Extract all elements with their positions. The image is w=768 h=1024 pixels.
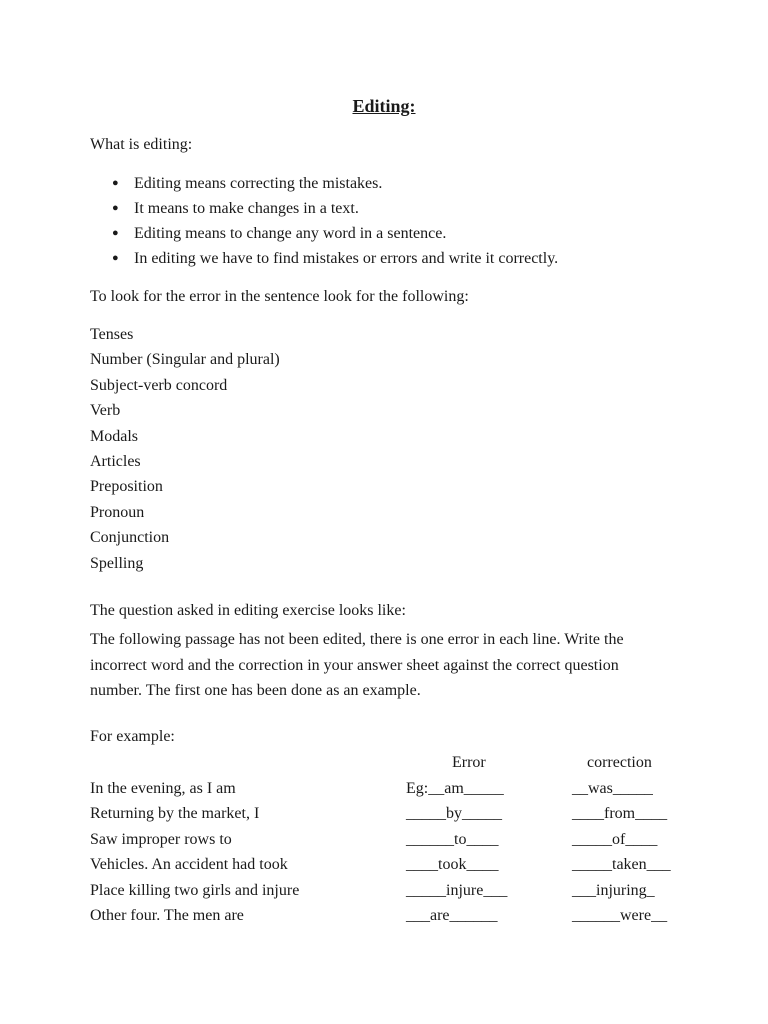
error-cell: ___are______ xyxy=(406,906,498,924)
correction-cell: _____of____ xyxy=(572,830,658,848)
topic-item: Articles xyxy=(90,452,141,470)
error-column-header: Error xyxy=(452,754,486,771)
bullet-icon xyxy=(90,224,134,245)
page-title: Editing: xyxy=(352,96,416,116)
correction-cell: ____from____ xyxy=(572,805,668,823)
list-item: ●It means to make changes in a text. xyxy=(90,199,558,224)
list-item: ●Editing means to change any word in a sentence. xyxy=(90,224,558,249)
question-paragraph xyxy=(90,627,690,704)
topic-item: Modals xyxy=(90,427,138,445)
paragraph-line: incorrect word and the correction in your answer sheet against the correct question xyxy=(90,656,619,674)
sentence-cell: Returning by the market, I xyxy=(90,805,260,823)
topic-item: Preposition xyxy=(90,478,163,496)
paragraph-line: number. The first one has been done as an example. xyxy=(90,682,421,699)
bullet-icon xyxy=(90,249,134,270)
topic-item: Spelling xyxy=(90,554,144,572)
topic-item: Pronoun xyxy=(90,503,145,521)
table-row xyxy=(90,881,710,906)
sentence-cell: Place killing two girls and injure xyxy=(90,881,300,899)
bullet-icon xyxy=(90,174,134,195)
list-item: ●Editing means correcting the mistakes. xyxy=(90,174,558,199)
paragraph-line: The following passage has not been edited, there is one error in each line. Write the xyxy=(90,631,624,648)
topic-item: Conjunction xyxy=(90,529,170,547)
error-cell: ____took____ xyxy=(406,856,499,874)
bullet-icon xyxy=(90,199,134,220)
topic-list xyxy=(90,325,280,579)
topic-item: Tenses xyxy=(90,326,134,343)
question-intro: The question asked in editing exercise looks like: xyxy=(90,602,406,619)
definition-list xyxy=(90,174,558,274)
correction-cell: ___injuring_ xyxy=(572,881,655,899)
sentence-cell: Saw improper rows to xyxy=(90,830,232,848)
look-for-text: To look for the error in the sentence look for the following: xyxy=(90,288,469,305)
error-cell: ______to____ xyxy=(406,830,499,848)
list-item: ●In editing we have to find mistakes or errors and write it correctly. xyxy=(90,249,558,274)
table-row xyxy=(90,830,710,855)
error-cell: Eg:__am_____ xyxy=(406,780,504,797)
error-cell: _____injure___ xyxy=(406,881,508,899)
topic-item: Verb xyxy=(90,402,121,420)
topic-item: Number (Singular and plural) xyxy=(90,351,280,369)
example-table xyxy=(90,779,710,931)
correction-column-header: correction xyxy=(587,754,652,771)
error-cell: _____by_____ xyxy=(406,805,502,823)
topic-item: Subject-verb concord xyxy=(90,376,228,394)
table-row xyxy=(90,906,710,931)
table-row xyxy=(90,804,710,829)
table-row xyxy=(90,779,710,804)
table-row xyxy=(90,855,710,880)
what-is-editing-heading: What is editing: xyxy=(90,136,193,153)
for-example-heading: For example: xyxy=(90,728,175,745)
sentence-cell: In the evening, as I am xyxy=(90,780,236,797)
sentence-cell: Vehicles. An accident had took xyxy=(90,856,288,874)
correction-cell: _____taken___ xyxy=(572,856,671,874)
correction-cell: ______were__ xyxy=(572,906,668,924)
sentence-cell: Other four. The men are xyxy=(90,906,244,924)
correction-cell: __was_____ xyxy=(572,780,653,797)
